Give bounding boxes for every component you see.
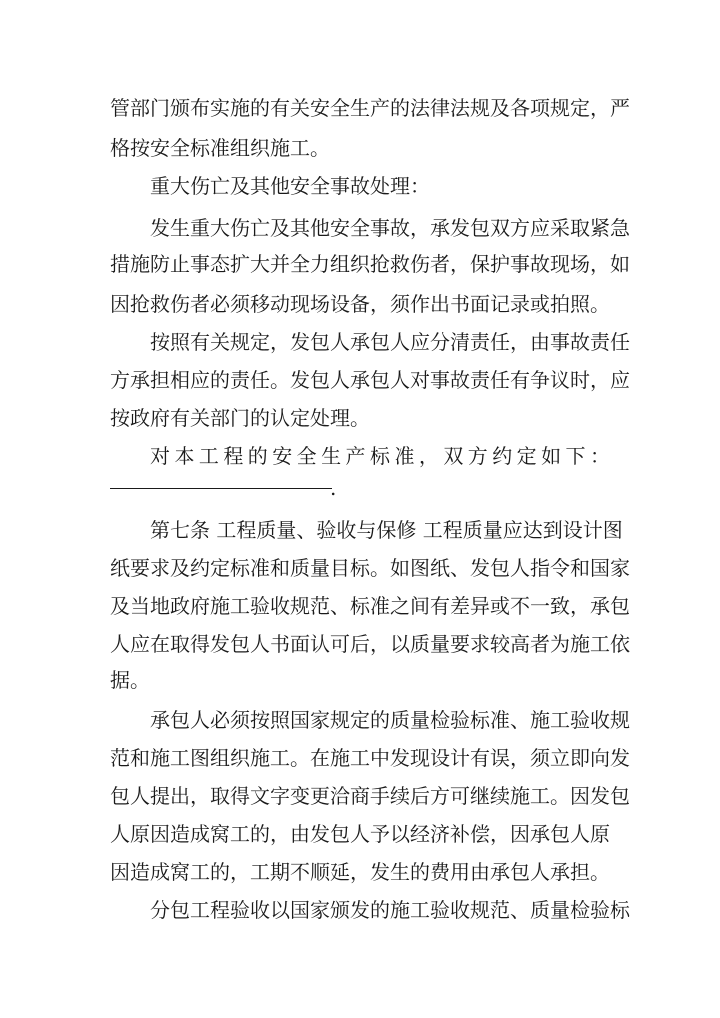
text-line: 人应在取得发包人书面认可后，以质量要求较高者为施工依 [110, 632, 630, 656]
text-line: 承包人必须按照国家规定的质量检验标准、施工验收规 [150, 708, 630, 732]
text-line: 格按安全标准组织施工。 [110, 136, 330, 160]
text-line: 按政府有关部门的认定处理。 [110, 406, 370, 430]
text-line: 分包工程验收以国家颁发的施工验收规范、质量检验标 [150, 898, 630, 922]
text-line: 因造成窝工的，工期不顺延，发生的费用由承包人承担。 [110, 860, 610, 884]
text-line: 发生重大伤亡及其他安全事故，承发包双方应采取紧急 [150, 216, 630, 240]
text-line: 范和施工图组织施工。在施工中发现设计有误，须立即向发 [110, 746, 630, 770]
text-line: 方承担相应的责任。发包人承包人对事故责任有争议时，应 [110, 368, 630, 392]
text-line: 第七条 工程质量、验收与保修 工程质量应达到设计图 [150, 518, 623, 542]
text-line: 因抢救伤者必须移动现场设备，须作出书面记录或拍照。 [110, 292, 610, 316]
fill-in-blank [110, 488, 332, 489]
text-line: 重大伤亡及其他安全事故处理： [150, 174, 430, 198]
text-line: 按照有关规定，发包人承包人应分清责任，由事故责任 [150, 330, 630, 354]
text-line: 包人提出，取得文字变更洽商手续后方可继续施工。因发包 [110, 784, 630, 808]
text-line: 及当地政府施工验收规范、标准之间有差异或不一致，承包 [110, 594, 630, 618]
text-line: 据。 [110, 668, 150, 692]
text-line: 纸要求及约定标准和质量目标。如图纸、发包人指令和国家 [110, 556, 630, 580]
text-line: 人原因造成窝工的，由发包人予以经济补偿，因承包人原 [110, 822, 610, 846]
text-line: 对本工程的安全生产标准，双方约定如下： [150, 444, 610, 468]
blank-trailing-period: . [330, 476, 337, 500]
text-line: 措施防止事态扩大并全力组织抢救伤者，保护事故现场，如 [110, 252, 630, 276]
text-line: 管部门颁布实施的有关安全生产的法律法规及各项规定，严 [110, 96, 630, 120]
